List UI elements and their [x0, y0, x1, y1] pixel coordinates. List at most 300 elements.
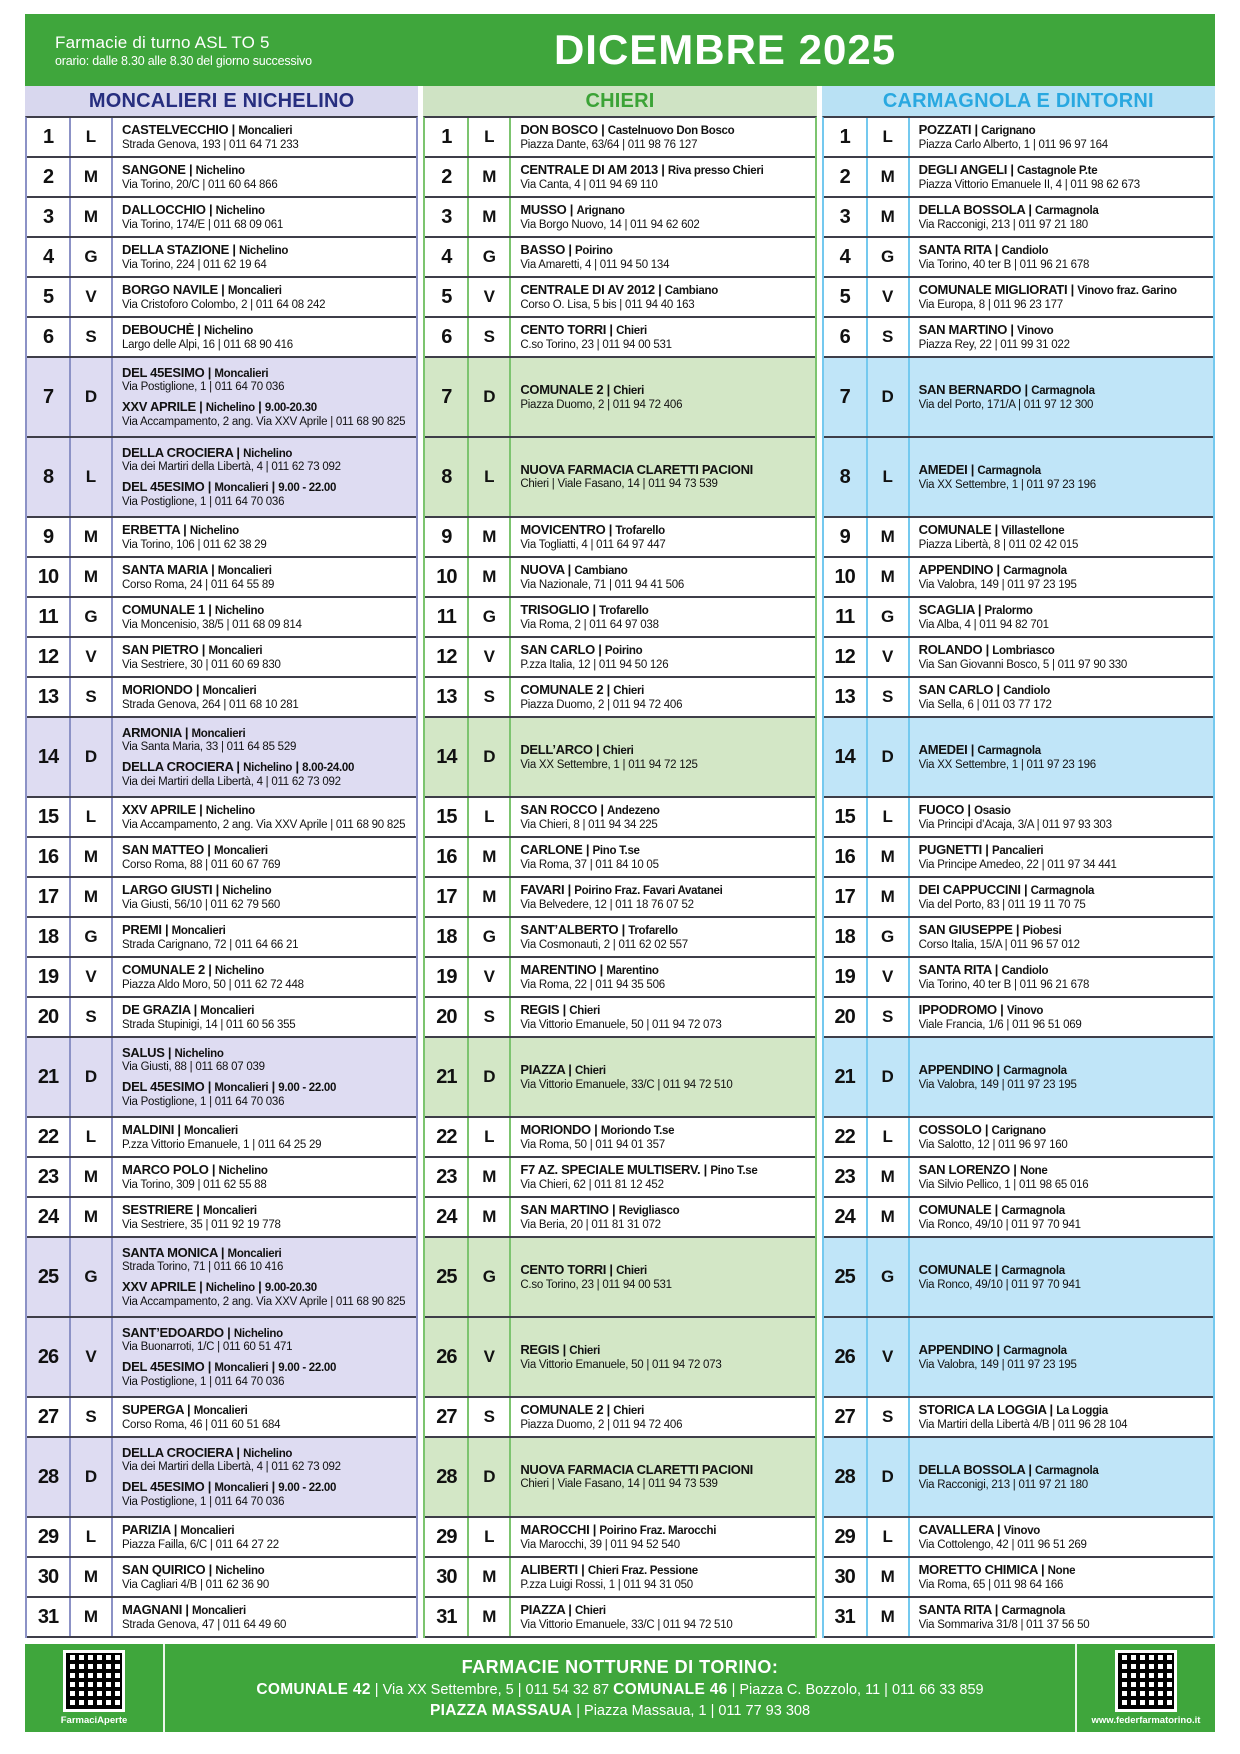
separator: |: [1012, 922, 1023, 937]
weekday-letter: M: [71, 518, 113, 556]
pharmacy-name-line: [122, 1360, 413, 1375]
pharmacy-name-line: [520, 1003, 811, 1018]
separator: |: [1021, 382, 1032, 397]
night-pharmacies-line-2: [430, 1702, 810, 1720]
day-content: [910, 158, 1213, 196]
day-content: [511, 838, 814, 876]
day-content: [113, 1398, 416, 1436]
pharmacy-town: Nichelino: [189, 524, 239, 537]
pharmacy-name-line: [520, 383, 811, 398]
pharmacy-town: Osasio: [974, 804, 1011, 817]
separator: |: [204, 480, 215, 494]
calendar-row-day-14: [27, 718, 416, 798]
calendar-row-day-11: [824, 598, 1213, 638]
pharmacy-town: Cambiano: [574, 564, 628, 577]
calendar-row-day-3: [824, 198, 1213, 238]
weekday-letter: V: [469, 1318, 511, 1396]
pharmacy-town: Carmagnola: [1034, 1464, 1099, 1477]
pharmacy-entry: [520, 323, 811, 351]
calendar-row-day-25: [27, 1238, 416, 1318]
weekday-letter: M: [469, 158, 511, 196]
pharmacy-name: XXV APRILE: [122, 1280, 196, 1294]
pharmacy-town: Vinovo: [1017, 324, 1054, 337]
pharmacy-address-phone: Via Roma, 50 | 011 94 01 357: [520, 1138, 665, 1151]
pharmacy-town: Carmagnola: [1031, 384, 1095, 397]
weekday-letter: L: [71, 118, 113, 156]
pharmacy-address-phone: Via Torino, 224 | 011 62 19 64: [122, 258, 267, 271]
pharmacy-town: Candiolo: [1003, 684, 1050, 697]
day-number: 17: [425, 878, 469, 916]
separator: |: [564, 562, 575, 577]
pharmacy-name-line: [520, 683, 811, 698]
day-number: 4: [27, 238, 71, 276]
pharmacy-name: DELLA STAZIONE: [122, 242, 230, 257]
calendar-row-day-19: [824, 958, 1213, 998]
pharmacy-entry: [520, 883, 811, 911]
pharmacy-name-line: [122, 1123, 413, 1138]
weekday-letter: S: [469, 678, 511, 716]
calendar-row-day-25: [824, 1238, 1213, 1318]
pharmacy-name: DELLA CROCIERA: [122, 760, 234, 774]
pharmacy-address-phone: Via Alba, 4 | 011 94 82 701: [918, 618, 1049, 631]
day-content: [511, 118, 814, 156]
weekday-letter: M: [71, 1198, 113, 1236]
calendar-row-day-16: [27, 838, 416, 878]
pharmacy-address-phone: Via San Giovanni Bosco, 5 | 011 97 90 330: [918, 658, 1128, 671]
weekday-letter: V: [868, 958, 910, 996]
weekday-letter: L: [868, 438, 910, 516]
day-content: [113, 798, 416, 836]
pharmacy-name: DELLA BOSSOLA: [918, 1462, 1026, 1477]
separator: |: [254, 400, 265, 414]
calendar-row-day-22: [425, 1118, 814, 1158]
footer-right-qr-block: [1075, 1644, 1215, 1732]
pharmacy-address-phone: Via Roma, 37 | 011 84 10 05: [520, 858, 659, 871]
pharmacy-name: ALIBERTI: [520, 1562, 578, 1577]
pharmacy-entry: [122, 1563, 413, 1591]
day-number: 31: [824, 1598, 868, 1636]
day-content: [910, 718, 1213, 796]
day-number: 18: [824, 918, 868, 956]
pharmacy-name-line: [122, 1523, 413, 1538]
pharmacy-entry: [520, 803, 811, 831]
pharmacy-town: Vinovo: [1006, 1004, 1044, 1017]
pharmacy-entry: [919, 643, 1210, 671]
pharmacy-entry: [919, 123, 1210, 151]
day-content: [910, 838, 1213, 876]
pharmacy-name-line: [122, 963, 413, 978]
day-number: 3: [824, 198, 868, 236]
pharmacy-entry: [919, 1123, 1210, 1151]
weekday-letter: M: [868, 198, 910, 236]
day-content: [910, 798, 1213, 836]
calendar-row-day-4: [824, 238, 1213, 278]
pharmacy-name: DEGLI ANGELI: [918, 162, 1008, 177]
weekday-letter: D: [71, 718, 113, 796]
day-content: [511, 1038, 814, 1116]
pharmacy-name-line: [122, 366, 413, 381]
pharmacy-town: Nichelino: [195, 164, 245, 177]
night-pharmacy-name: COMUNALE 42: [256, 1680, 371, 1698]
pharmacy-name: TRISOGLIO: [520, 602, 590, 617]
calendar-row-day-6: [27, 318, 416, 358]
pharmacy-name-line: [919, 1603, 1210, 1618]
pharmacy-town: Pino T.se: [710, 1164, 758, 1177]
pharmacy-name-line: [122, 123, 413, 138]
weekday-letter: M: [868, 558, 910, 596]
pharmacy-town: Carmagnola: [1030, 884, 1095, 897]
day-number: 15: [824, 798, 868, 836]
pharmacy-entry: [122, 1163, 413, 1191]
pharmacy-name-line: [919, 1463, 1210, 1478]
day-content: [113, 1158, 416, 1196]
pharmacy-entry: [122, 1360, 413, 1388]
pharmacy-name: LARGO GIUSTI: [122, 882, 213, 897]
pharmacy-town: Carignano: [981, 124, 1036, 137]
pharmacy-entry: [919, 883, 1210, 911]
pharmacy-address-phone: Via Valobra, 149 | 011 97 23 195: [918, 1358, 1077, 1371]
pharmacy-name-line: [919, 803, 1210, 818]
pharmacy-address-phone: Viale Francia, 1/6 | 011 96 51 069: [918, 1018, 1082, 1031]
day-number: 20: [824, 998, 868, 1036]
day-content: [113, 358, 416, 436]
day-content: [910, 1438, 1213, 1516]
pharmacy-town: Chieri: [569, 1004, 601, 1017]
pharmacy-town: Arignano: [576, 204, 625, 217]
weekday-letter: M: [469, 1558, 511, 1596]
day-content: [511, 1238, 814, 1316]
day-number: 11: [27, 598, 71, 636]
day-number: 21: [824, 1038, 868, 1116]
pharmacy-name: SAN CARLO: [520, 642, 595, 657]
separator: |: [268, 1480, 279, 1494]
pharmacy-address-phone: Strada Torino, 71 | 011 66 10 416: [122, 1261, 284, 1274]
pharmacy-entry: [919, 1463, 1210, 1491]
pharmacy-town: Moncalieri: [214, 1362, 269, 1374]
pharmacy-name-line: [919, 1123, 1210, 1138]
weekday-letter: L: [868, 1518, 910, 1556]
pharmacy-hours: 8.00-24.00: [302, 762, 355, 774]
pharmacy-town: Chieri: [613, 684, 645, 697]
day-number: 9: [824, 518, 868, 556]
day-number: 16: [27, 838, 71, 876]
day-content: [113, 1318, 416, 1396]
pharmacy-name-line: [520, 1203, 811, 1218]
pharmacy-name: PIAZZA: [520, 1062, 565, 1077]
pharmacy-name: SANTA RITA: [918, 242, 992, 257]
pharmacy-address-phone: Via Chieri, 62 | 011 81 12 452: [520, 1178, 664, 1191]
pharmacy-name-line: [520, 643, 811, 658]
pharmacy-entry: [122, 683, 413, 711]
calendar-row-day-3: [27, 198, 416, 238]
night-pharmacies-block: [165, 1644, 1075, 1732]
pharmacy-name-line: [520, 243, 811, 258]
separator: |: [192, 1202, 203, 1217]
region-body-moncalieri-nichelino: [25, 116, 418, 1638]
pharmacy-address-phone: C.so Torino, 23 | 011 94 00 531: [520, 338, 672, 351]
weekday-letter: S: [71, 998, 113, 1036]
calendar-row-day-23: [27, 1158, 416, 1198]
day-content: [511, 238, 814, 276]
pharmacy-name-line: [520, 1403, 811, 1418]
day-number: 12: [27, 638, 71, 676]
pharmacy-address-phone: Via Sestriere, 35 | 011 92 19 778: [122, 1218, 281, 1231]
pharmacy-name-line: [122, 523, 413, 538]
day-content: [511, 1158, 814, 1196]
day-number: 27: [27, 1398, 71, 1436]
pharmacy-entry: [520, 643, 811, 671]
pharmacy-entry: [122, 123, 413, 151]
separator: |: [603, 682, 614, 697]
separator: |: [606, 322, 617, 337]
weekday-letter: L: [868, 1118, 910, 1156]
separator: |: [292, 760, 303, 774]
separator: |: [212, 882, 223, 897]
pharmacy-address-phone: Piazza Duomo, 2 | 011 94 72 406: [520, 1418, 683, 1431]
day-content: [113, 158, 416, 196]
calendar-row-day-12: [824, 638, 1213, 678]
pharmacy-entry: [919, 923, 1210, 951]
pharmacy-name: COMUNALE 2: [122, 962, 205, 977]
pharmacy-name: COMUNALE 2: [520, 382, 604, 397]
pharmacy-name-line: [122, 400, 413, 415]
pharmacy-entry: [520, 963, 811, 991]
pharmacy-name: SCAGLIA: [918, 602, 975, 617]
calendar-row-day-2: [27, 158, 416, 198]
separator: |: [589, 602, 600, 617]
pharmacy-name-line: [122, 323, 413, 338]
calendar-row-day-25: [425, 1238, 814, 1318]
day-content: [910, 1558, 1213, 1596]
weekday-letter: S: [868, 998, 910, 1036]
pharmacy-name-line: [919, 463, 1210, 478]
day-number: 7: [27, 358, 71, 436]
day-content: [910, 318, 1213, 356]
pharmacy-address-phone: Via Salotto, 12 | 011 96 97 160: [918, 1138, 1068, 1151]
day-number: 2: [425, 158, 469, 196]
pharmacy-entry: [919, 803, 1210, 831]
pharmacy-entry: [122, 400, 413, 428]
day-content: [910, 1118, 1213, 1156]
separator: |: [204, 1360, 215, 1374]
separator: |: [217, 1245, 228, 1260]
weekday-letter: D: [868, 1438, 910, 1516]
pharmacy-entry: [919, 323, 1210, 351]
day-number: 17: [27, 878, 71, 916]
day-number: 16: [425, 838, 469, 876]
pharmacy-name: XXV APRILE: [122, 802, 196, 817]
pharmacy-hours: 9.00 - 22.00: [278, 1362, 337, 1374]
pharmacy-name: COMUNALE 1: [122, 602, 205, 617]
pharmacy-town: Moncalieri: [193, 1404, 248, 1417]
pharmacy-name: DON BOSCO: [520, 122, 598, 137]
pharmacy-address-phone: Via Cristoforo Colombo, 2 | 011 64 08 242: [122, 298, 326, 311]
weekday-letter: G: [71, 238, 113, 276]
pharmacy-name-line: [122, 1446, 413, 1461]
pharmacy-name-line: [520, 963, 811, 978]
separator: |: [603, 1402, 614, 1417]
weekday-letter: D: [469, 718, 511, 796]
calendar-row-day-31: [824, 1598, 1213, 1638]
calendar-row-day-26: [425, 1318, 814, 1398]
pharmacy-name: SAN CARLO: [918, 682, 994, 697]
pharmacy-address-phone: Via Accampamento, 2 ang. Via XXV Aprile | 011 68 90 825: [122, 1295, 406, 1308]
pharmacy-entry: [520, 1123, 811, 1151]
calendar-row-day-21: [824, 1038, 1213, 1118]
weekday-letter: V: [469, 278, 511, 316]
pharmacy-name-line: [919, 523, 1210, 538]
day-number: 18: [425, 918, 469, 956]
pharmacy-name-line: [919, 643, 1210, 658]
pharmacy-name: SAN PIETRO: [122, 642, 199, 657]
pharmacy-name-line: [122, 1203, 413, 1218]
pharmacy-town: Carmagnola: [1003, 1344, 1067, 1357]
calendar-row-day-13: [425, 678, 814, 718]
day-number: 13: [27, 678, 71, 716]
pharmacy-town: Carmagnola: [1003, 1064, 1067, 1077]
weekday-letter: M: [868, 1598, 910, 1636]
pharmacy-address-phone: Via Torino, 40 ter B | 011 96 21 678: [918, 978, 1090, 991]
separator: |: [195, 1280, 206, 1294]
pharmacy-hours: 9.00-20.30: [264, 1282, 317, 1294]
weekday-letter: D: [868, 1038, 910, 1116]
pharmacy-name-line: [919, 323, 1210, 338]
weekday-letter: M: [71, 198, 113, 236]
day-number: 19: [27, 958, 71, 996]
pharmacy-name: MARCO POLO: [122, 1162, 209, 1177]
pharmacy-town: Castelnuovo Don Bosco: [607, 124, 735, 137]
day-number: 30: [425, 1558, 469, 1596]
pharmacy-name-line: [520, 1523, 811, 1538]
pharmacy-address-phone: Piazza Rey, 22 | 011 99 31 022: [918, 338, 1070, 351]
day-number: 9: [425, 518, 469, 556]
pharmacy-name-line: [122, 923, 413, 938]
pharmacy-entry: [520, 1603, 811, 1631]
separator: |: [603, 382, 614, 397]
calendar-row-day-22: [27, 1118, 416, 1158]
pharmacy-entry: [122, 480, 413, 508]
pharmacy-address-phone: Via Sella, 6 | 011 03 77 172: [918, 698, 1052, 711]
calendar-row-day-9: [27, 518, 416, 558]
day-content: [910, 1198, 1213, 1236]
calendar-row-day-6: [425, 318, 814, 358]
pharmacy-entry: [122, 643, 413, 671]
pharmacy-name-line: [122, 1403, 413, 1418]
pharmacy-name: DELLA BOSSOLA: [918, 202, 1026, 217]
pharmacy-town: Nichelino: [205, 402, 255, 414]
pharmacy-address-phone: Via Torino, 20/C | 011 60 64 866: [122, 178, 278, 191]
weekday-letter: M: [71, 1598, 113, 1636]
pharmacy-name-line: [122, 883, 413, 898]
weekday-letter: L: [469, 1118, 511, 1156]
day-number: 23: [27, 1158, 71, 1196]
pharmacy-town: Chieri Fraz. Pessione: [587, 1564, 698, 1577]
pharmacy-entry: [520, 743, 811, 771]
pharmacy-address-phone: Via Togliatti, 4 | 011 64 97 447: [520, 538, 666, 551]
pharmacy-town: Moncalieri: [180, 1524, 235, 1537]
day-number: 31: [425, 1598, 469, 1636]
day-content: [910, 878, 1213, 916]
pharmacy-name-line: [122, 1163, 413, 1178]
separator: |: [971, 122, 982, 137]
pharmacy-name: APPENDINO: [918, 1342, 994, 1357]
pharmacy-town: Nichelino: [218, 1164, 268, 1177]
calendar-table: [25, 86, 1215, 1638]
pharmacy-name: COMUNALE 2: [520, 1402, 604, 1417]
pharmacy-town: Moncalieri: [202, 684, 257, 697]
pharmacy-name: SANTA MONICA: [122, 1245, 218, 1260]
calendar-row-day-5: [425, 278, 814, 318]
separator: |: [991, 242, 1002, 257]
day-content: [910, 918, 1213, 956]
weekday-letter: V: [469, 958, 511, 996]
day-number: 21: [425, 1038, 469, 1116]
pharmacy-name-line: [520, 923, 811, 938]
separator: |: [1025, 1462, 1035, 1477]
pharmacy-name: IPPODROMO: [918, 1002, 997, 1017]
pharmacy-entry: [122, 923, 413, 951]
calendar-row-day-26: [27, 1318, 416, 1398]
pharmacy-name: COMUNALE MIGLIORATI: [918, 282, 1068, 297]
pharmacy-address-phone: Via Beria, 20 | 011 81 31 072: [520, 1218, 661, 1231]
header-hours-note: orario: dalle 8.30 alle 8.30 del giorno successivo: [55, 53, 312, 68]
pharmacy-entry: [122, 1523, 413, 1551]
separator: |: [582, 842, 593, 857]
day-number: 10: [27, 558, 71, 596]
calendar-row-day-3: [425, 198, 814, 238]
weekday-letter: M: [71, 838, 113, 876]
separator: |: [1046, 1402, 1057, 1417]
pharmacy-town: Carmagnola: [977, 464, 1041, 477]
day-content: [113, 1118, 416, 1156]
pharmacy-entry: [520, 1063, 811, 1091]
separator: |: [608, 1202, 619, 1217]
calendar-row-day-29: [27, 1518, 416, 1558]
pharmacy-town: Nichelino: [214, 604, 264, 617]
pharmacy-entry: [520, 1163, 811, 1191]
pharmacy-address-phone: Via Cottolengo, 42 | 011 96 51 269: [918, 1538, 1087, 1551]
pharmacy-town: Nichelino: [233, 1327, 283, 1340]
calendar-row-day-5: [27, 278, 416, 318]
pharmacy-name-line: [520, 463, 811, 477]
day-content: [113, 878, 416, 916]
pharmacy-name-line: [520, 803, 811, 818]
pharmacy-name-line: [122, 643, 413, 658]
day-number: 13: [824, 678, 868, 716]
pharmacy-name: MORIONDO: [122, 682, 193, 697]
calendar-row-day-7: [27, 358, 416, 438]
pharmacy-entry: [520, 523, 811, 551]
separator: |: [164, 1045, 175, 1060]
calendar-row-day-17: [824, 878, 1213, 918]
pharmacy-town: Riva presso Chieri: [667, 164, 764, 177]
weekday-letter: V: [71, 958, 113, 996]
pharmacy-name-line: [520, 1603, 811, 1618]
day-number: 25: [425, 1238, 469, 1316]
day-number: 22: [824, 1118, 868, 1156]
separator: |: [566, 202, 577, 217]
day-content: [910, 278, 1213, 316]
night-pharmacy-name: PIAZZA MASSAUA: [429, 1701, 573, 1719]
day-number: 22: [425, 1118, 469, 1156]
calendar-row-day-9: [824, 518, 1213, 558]
pharmacy-name: CENTO TORRI: [520, 1262, 607, 1277]
weekday-letter: L: [469, 438, 511, 516]
pharmacy-entry: [520, 163, 811, 191]
pharmacy-town: Trofarello: [599, 604, 649, 617]
region-header-carmagnola-dintorni: CARMAGNOLA E DINTORNI: [822, 86, 1215, 116]
day-number: 16: [824, 838, 868, 876]
